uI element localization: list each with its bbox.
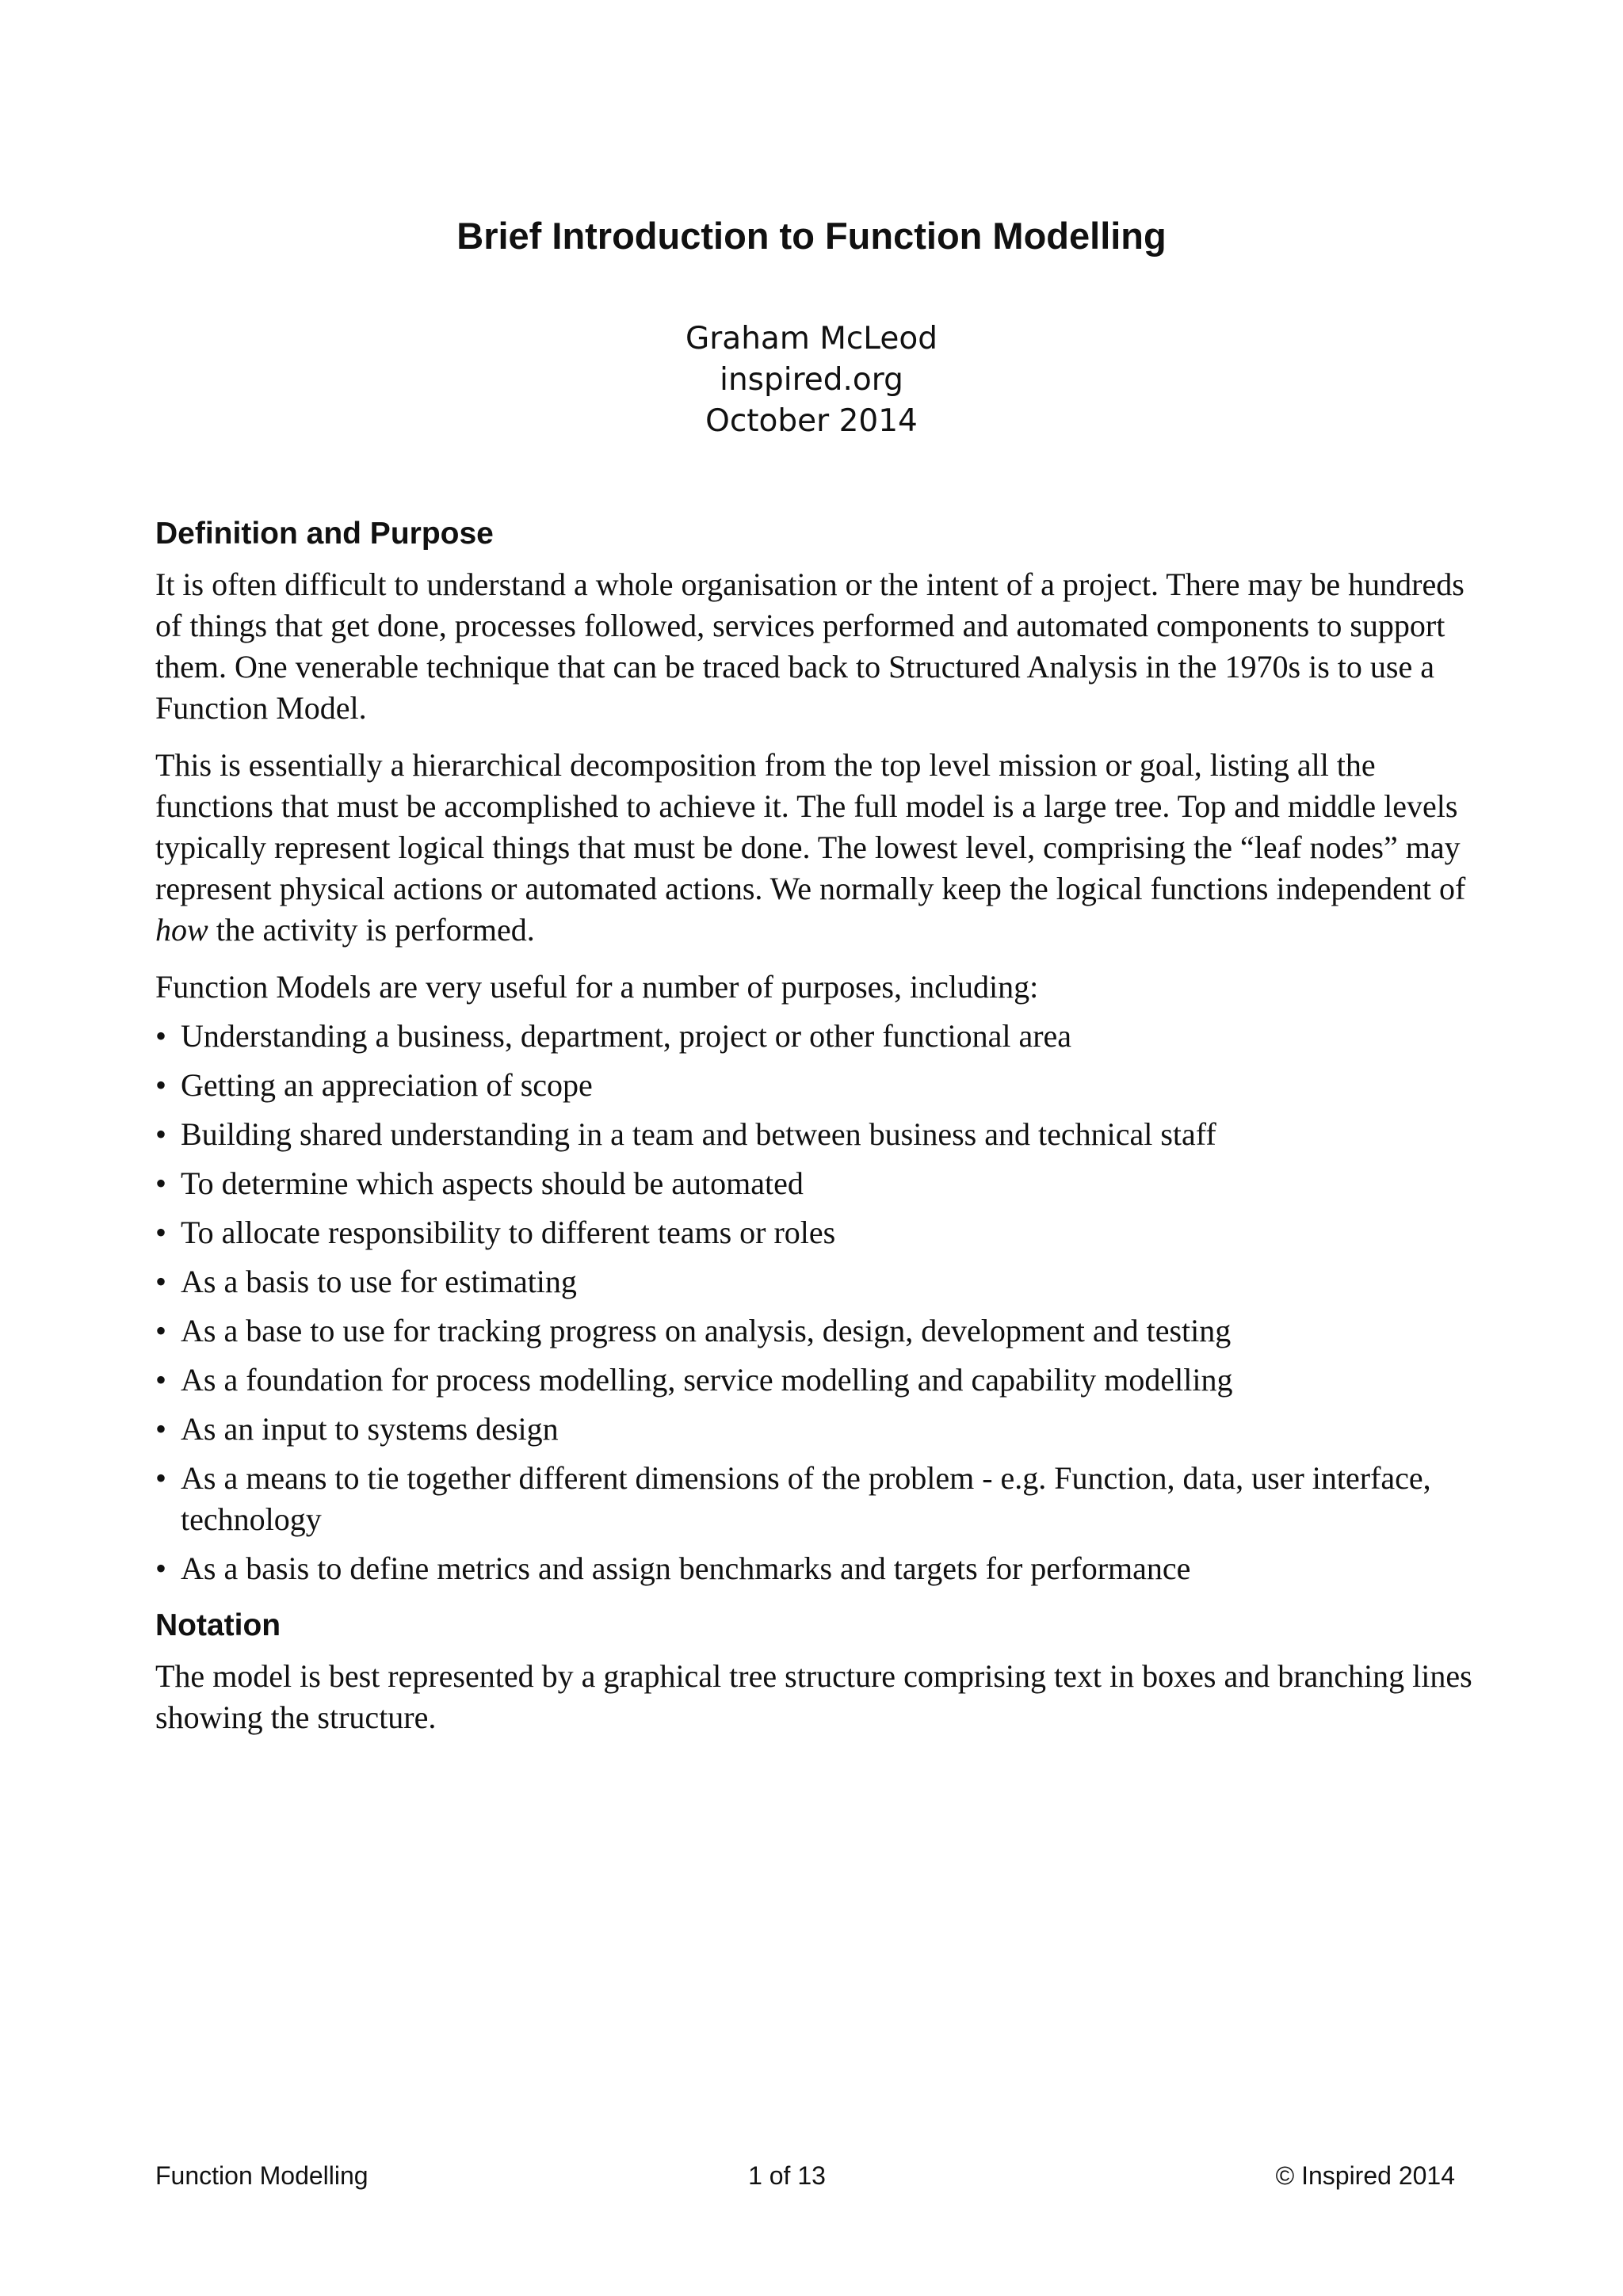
list-item: [155, 1261, 1487, 1302]
list-item-text: As a base to use for tracking progress on analysis, design, development and testing: [181, 1313, 1232, 1348]
author-name: Graham McLeod: [685, 321, 938, 357]
bullet-icon: •: [155, 1067, 167, 1103]
list-item-text: As a means to tie together different dimensions of the problem - e.g. Function, data, user interface, technology: [181, 1460, 1431, 1537]
section-heading-notation: Notation: [155, 1608, 281, 1642]
bullet-icon: •: [155, 1264, 167, 1299]
bullet-icon: •: [155, 1313, 167, 1348]
document-title: Brief Introduction to Function Modelling: [456, 215, 1167, 257]
list-item: [155, 1458, 1487, 1540]
footer-copyright: © Inspired 2014: [1275, 2161, 1455, 2190]
bullet-icon: •: [155, 1018, 167, 1054]
footer-page-number: 1 of 13: [748, 2161, 826, 2190]
footer-document-name: Function Modelling: [155, 2161, 369, 2190]
paragraph-notation: The model is best represented by a graphical tree structure comprising text in boxes and branching lines showing the structure.: [155, 1658, 1472, 1735]
list-item: [155, 1016, 1487, 1057]
list-item: [155, 1360, 1487, 1401]
list-item: [155, 1548, 1487, 1589]
list-item: [155, 1409, 1487, 1450]
list-item: [155, 1310, 1487, 1352]
document-body: [155, 513, 1487, 1754]
bullet-icon: •: [155, 1411, 167, 1447]
list-item: [155, 1114, 1487, 1155]
publication-date: October 2014: [705, 403, 918, 439]
list-item: [155, 1163, 1487, 1204]
paragraph-intro: It is often difficult to understand a whole organisation or the intent of a project. There may be hundreds of things that get done, processes followed, services performed and automated components to support them. One venerable technique that can be traced back to Structured Analysis in the 1970s is to use a Function Model.: [155, 566, 1465, 726]
list-item: [155, 1212, 1487, 1253]
bullet-icon: •: [155, 1550, 167, 1586]
paragraph-text: This is essentially a hierarchical decomposition from the top level mission or goal, listing all the functions that must be accomplished to achieve it. The full model is a large tree. Top and middle levels typically represent logical things that must be done. The lowest level, comprising the “leaf nodes” may represent physical actions or automated actions. We normally keep the logical functions independent of: [155, 747, 1466, 906]
list-item: [155, 1065, 1487, 1106]
list-item-text: Understanding a business, department, project or other functional area: [181, 1018, 1072, 1054]
list-item-text: Building shared understanding in a team and between business and technical staff: [181, 1116, 1216, 1152]
emphasis-how: how: [155, 912, 208, 948]
list-item-text: To allocate responsibility to different teams or roles: [181, 1215, 836, 1250]
list-item-text: As a basis to use for estimating: [181, 1264, 577, 1299]
list-item-text: As a foundation for process modelling, service modelling and capability modelling: [181, 1362, 1233, 1398]
organisation-name: inspired.org: [720, 362, 903, 398]
bullet-icon: •: [155, 1215, 167, 1250]
paragraph-decomposition: [155, 745, 1487, 951]
byline: [0, 318, 1623, 442]
paragraph-purposes-intro: Function Models are very useful for a number of purposes, including:: [155, 969, 1039, 1005]
list-item-text: As an input to systems design: [181, 1411, 559, 1447]
paragraph-text: the activity is performed.: [208, 912, 535, 948]
bullet-icon: •: [155, 1460, 167, 1496]
list-item-text: As a basis to define metrics and assign benchmarks and targets for performance: [181, 1550, 1191, 1586]
bullet-icon: •: [155, 1116, 167, 1152]
purposes-list: [155, 1016, 1487, 1589]
bullet-icon: •: [155, 1165, 167, 1201]
list-item-text: Getting an appreciation of scope: [181, 1067, 593, 1103]
list-item-text: To determine which aspects should be automated: [181, 1165, 804, 1201]
bullet-icon: •: [155, 1362, 167, 1398]
section-heading-definition: Definition and Purpose: [155, 517, 494, 551]
